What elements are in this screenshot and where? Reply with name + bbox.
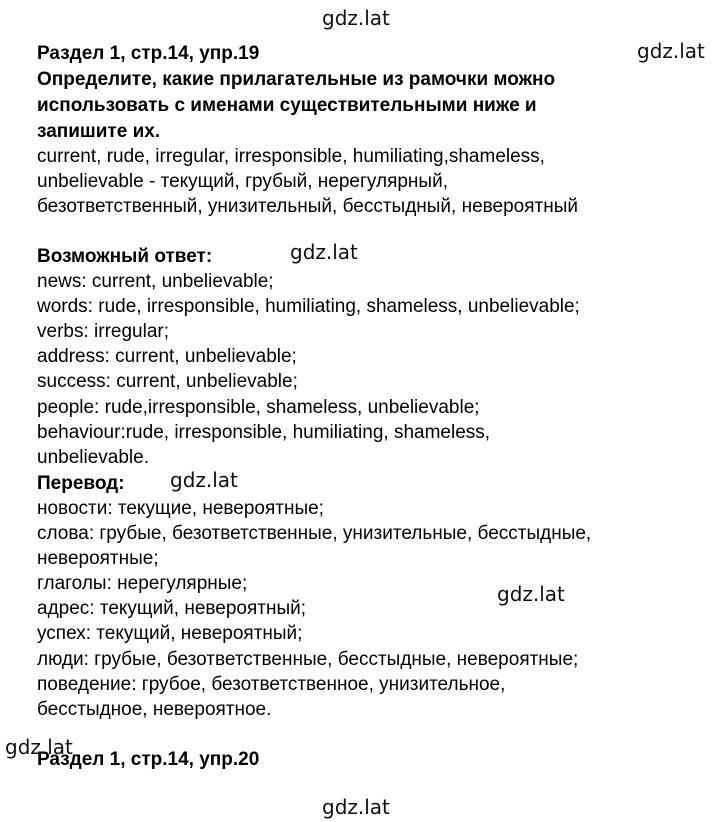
answer-line: news: current, unbelievable;	[37, 271, 274, 292]
translation-line: поведение: грубое, безответственное, унизительное,	[37, 674, 506, 695]
watermark-top: gdz.lat	[322, 6, 390, 30]
answer-heading: Возможный ответ:	[37, 246, 213, 267]
watermark-right: gdz.lat	[637, 39, 705, 63]
answer-line: behaviour:rude, irresponsible, humiliating, shameless,	[37, 422, 491, 443]
word-list-line-2: unbelievable - текущий, грубый, нерегулярный,	[37, 171, 448, 192]
word-list-line-1: current, rude, irregular, irresponsible, humiliating,shameless,	[37, 146, 545, 167]
translation-line: успех: текущий, невероятный;	[37, 623, 303, 644]
translation-line: слова: грубые, безответственные, унизительные, бесстыдные,	[37, 523, 592, 544]
answer-line: words: rude, irresponsible, humiliating, shameless, unbelievable;	[37, 296, 580, 317]
next-task-header: Раздел 1, стр.14, упр.20	[37, 749, 260, 770]
instruction-line-3: запишите их.	[37, 121, 161, 142]
watermark-mid-2: gdz.lat	[170, 468, 238, 492]
word-list-line-3: безответственный, унизительный, бесстыдный, невероятный	[37, 196, 578, 217]
translation-line: адрес: текущий, невероятный;	[37, 598, 307, 619]
watermark-bottom: gdz.lat	[322, 795, 390, 819]
watermark-mid-3: gdz.lat	[497, 582, 565, 606]
instruction-line-2: использовать с именами существительными ниже и	[37, 95, 537, 116]
translation-line: бесстыдное, невероятное.	[37, 699, 272, 720]
watermark-mid-1: gdz.lat	[290, 240, 358, 264]
answer-line: people: rude,irresponsible, shameless, unbelievable;	[37, 397, 480, 418]
answer-line: success: current, unbelievable;	[37, 371, 298, 392]
translation-line: люди: грубые, безответственные, бесстыдные, невероятные;	[37, 649, 579, 670]
translation-line: новости: текущие, невероятные;	[37, 498, 324, 519]
translation-line: невероятные;	[37, 548, 159, 569]
instruction-line-1: Определите, какие прилагательные из рамочки можно	[37, 69, 556, 90]
translation-heading: Перевод:	[37, 473, 125, 494]
watermark-left: gdz.lat	[5, 735, 73, 759]
task-header: Раздел 1, стр.14, упр.19	[37, 43, 260, 64]
answer-line: verbs: irregular;	[37, 321, 169, 342]
answer-line: address: current, unbelievable;	[37, 346, 297, 367]
translation-line: глаголы: нерегулярные;	[37, 573, 248, 594]
answer-line: unbelievable.	[37, 447, 149, 468]
